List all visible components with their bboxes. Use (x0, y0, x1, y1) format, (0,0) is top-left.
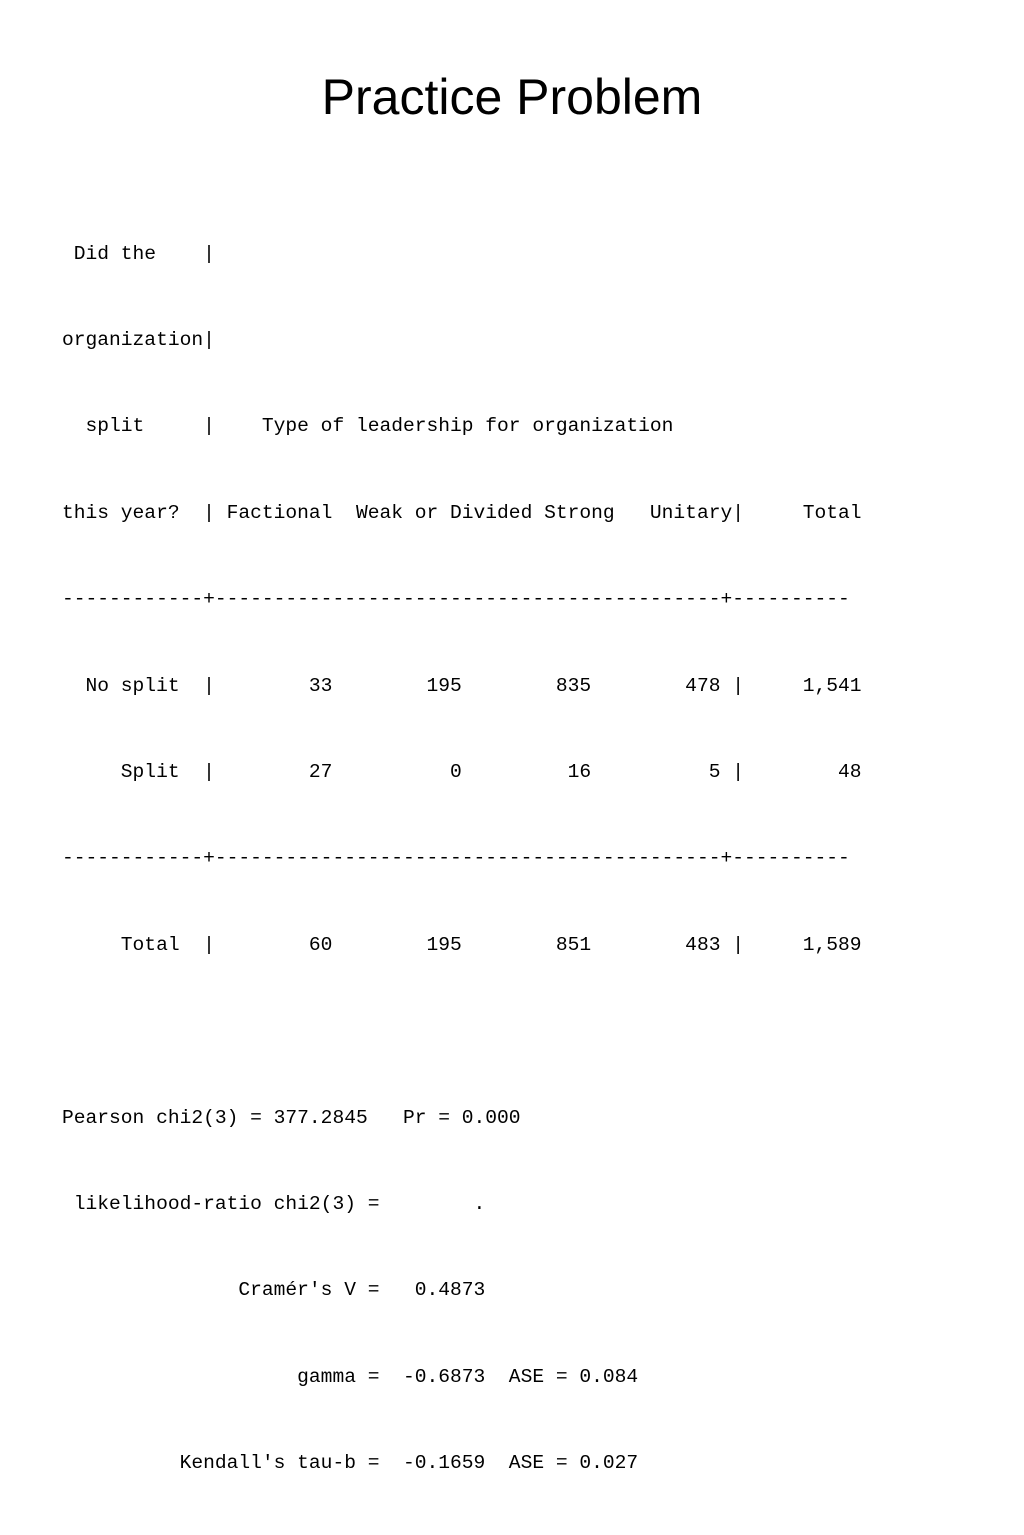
table-header-line-1: Did the | (62, 242, 215, 265)
table-header-line-3: split | Type of leadership for organization (62, 415, 674, 438)
table-divider: ------------+-------------------------------------------+---------- (62, 847, 850, 870)
stat-kendalls-tau-b: Kendall's tau-b = -0.1659 ASE = 0.027 (62, 1452, 639, 1475)
stat-pearson-chi2: Pearson chi2(3) = 377.2845 Pr = 0.000 (62, 1106, 521, 1129)
table-header-line-2: organization| (62, 328, 215, 351)
slide-title: Practice Problem (321, 69, 703, 125)
table-row-total: Total | 60 195 851 483 | 1,589 (62, 933, 862, 956)
table-divider: ------------+-------------------------------------------+---------- (62, 588, 850, 611)
table-column-headers: this year? | Factional Weak or Divided Strong Unitary| Total (62, 501, 862, 524)
stat-gamma: gamma = -0.6873 ASE = 0.084 (62, 1365, 639, 1388)
stata-crosstab-output (62, 182, 862, 1535)
blank-line (62, 1017, 862, 1046)
table-row-no-split: No split | 33 195 835 478 | 1,541 (62, 674, 862, 697)
stat-cramers-v: Cramér's V = 0.4873 (62, 1279, 486, 1302)
table-row-split: Split | 27 0 16 5 | 48 (62, 760, 862, 783)
stat-likelihood-ratio: likelihood-ratio chi2(3) = . (62, 1192, 486, 1215)
